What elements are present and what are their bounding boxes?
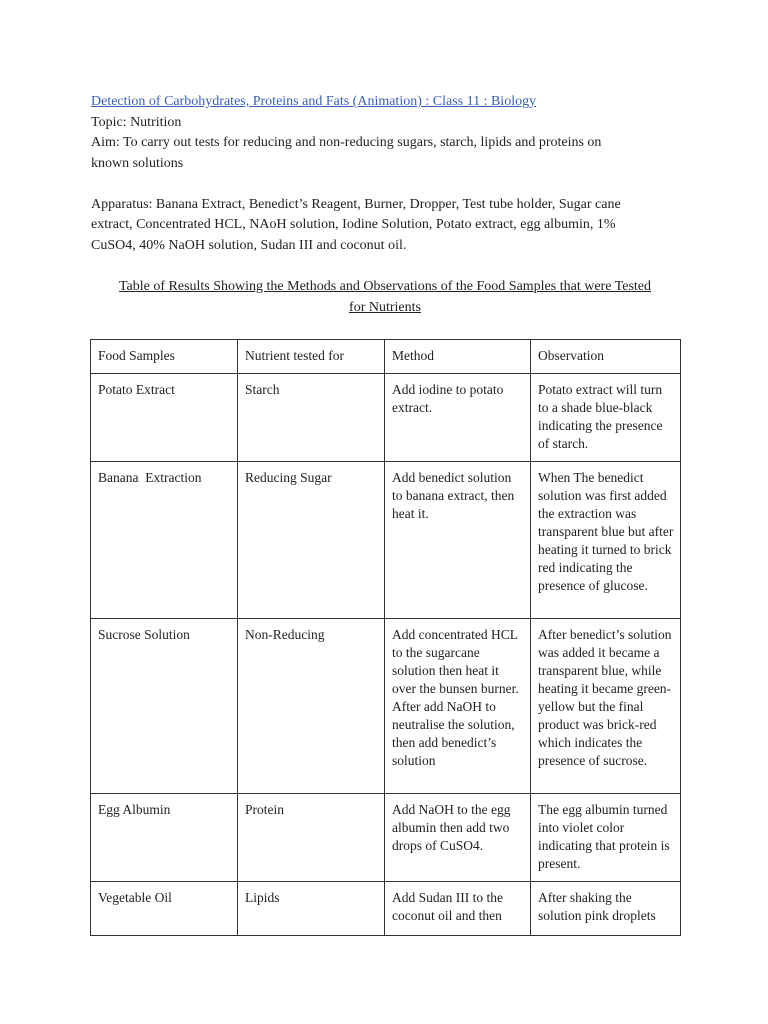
cell-nutrient: Reducing Sugar [238,462,385,619]
cell-nutrient: Protein [238,794,385,882]
cell-food: Potato Extract [91,374,238,462]
cell-nutrient: Non-Reducing [238,619,385,794]
cell-nutrient: Lipids [238,882,385,936]
cell-method: Add concentrated HCL to the sugarcane solution then heat it over the bunsen burner. After add NaOH to neutralise the solution, then add benedict’s solution [385,619,531,794]
aim-text-line-1: Aim: To carry out tests for reducing and non-reducing sugars, starch, lipids and proteins on [91,135,602,150]
table-row [91,882,681,936]
header-method: Method [385,340,531,374]
apparatus-text-line-1: Apparatus: Banana Extract, Benedict’s Reagent, Burner, Dropper, Test tube holder, Sugar cane [91,196,621,212]
cell-method: Add iodine to potato extract. [385,374,531,462]
table-row [91,794,681,882]
document-body [91,92,681,256]
table-header-row [91,340,681,374]
cell-method: Add Sudan III to the coconut oil and then [385,882,531,936]
cell-food: Egg Albumin [91,794,238,882]
apparatus-text-line-2: extract, Concentrated HCL, NAoH solution, Iodine Solution, Potato extract, egg albumin, 1% [91,217,616,232]
cell-observation: When The benedict solution was first added the extraction was transparent blue but after heating it turned to brick red indicating the presence of glucose. [531,462,681,619]
cell-observation: Potato extract will turn to a shade blue-black indicating the presence of starch. [531,374,681,462]
results-table [90,339,681,936]
paragraph-gap [91,174,681,195]
cell-food: Vegetable Oil [91,882,238,936]
apparatus-text-line-3: CuSO4, 40% NaOH solution, Sudan III and coconut oil. [91,237,407,253]
header-food-samples: Food Samples [91,340,238,374]
header-nutrient-tested: Nutrient tested for [238,340,385,374]
cell-method: Add NaOH to the egg albumin then add two drops of CuSO4. [385,794,531,882]
table-caption-line-1: Table of Results Showing the Methods and Observations of the Food Samples that were Tested [118,279,652,294]
cell-food: Sucrose Solution [91,619,238,794]
cell-observation: The egg albumin turned into violet color indicating that protein is present. [531,794,681,882]
table-caption-line-2: for Nutrients [349,299,421,315]
table-row [91,462,681,619]
table-row [91,374,681,462]
header-observation: Observation [531,340,681,374]
cell-observation: After shaking the solution pink droplets [531,882,681,936]
cell-food: Banana Extraction [91,462,238,619]
source-link[interactable]: Detection of Carbohydrates, Proteins and Fats (Animation) : Class 11 : Biology [91,94,537,109]
topic-text: Topic: Nutrition [91,114,182,130]
table-row [91,619,681,794]
cell-method: Add benedict solution to banana extract, then heat it. [385,462,531,619]
cell-nutrient: Starch [238,374,385,462]
table-caption [91,277,679,318]
cell-observation: After benedict’s solution was added it became a transparent blue, while heating it became green-yellow but the final product was brick-red which indicates the presence of sucrose. [531,619,681,794]
aim-text-line-2: known solutions [91,155,184,171]
